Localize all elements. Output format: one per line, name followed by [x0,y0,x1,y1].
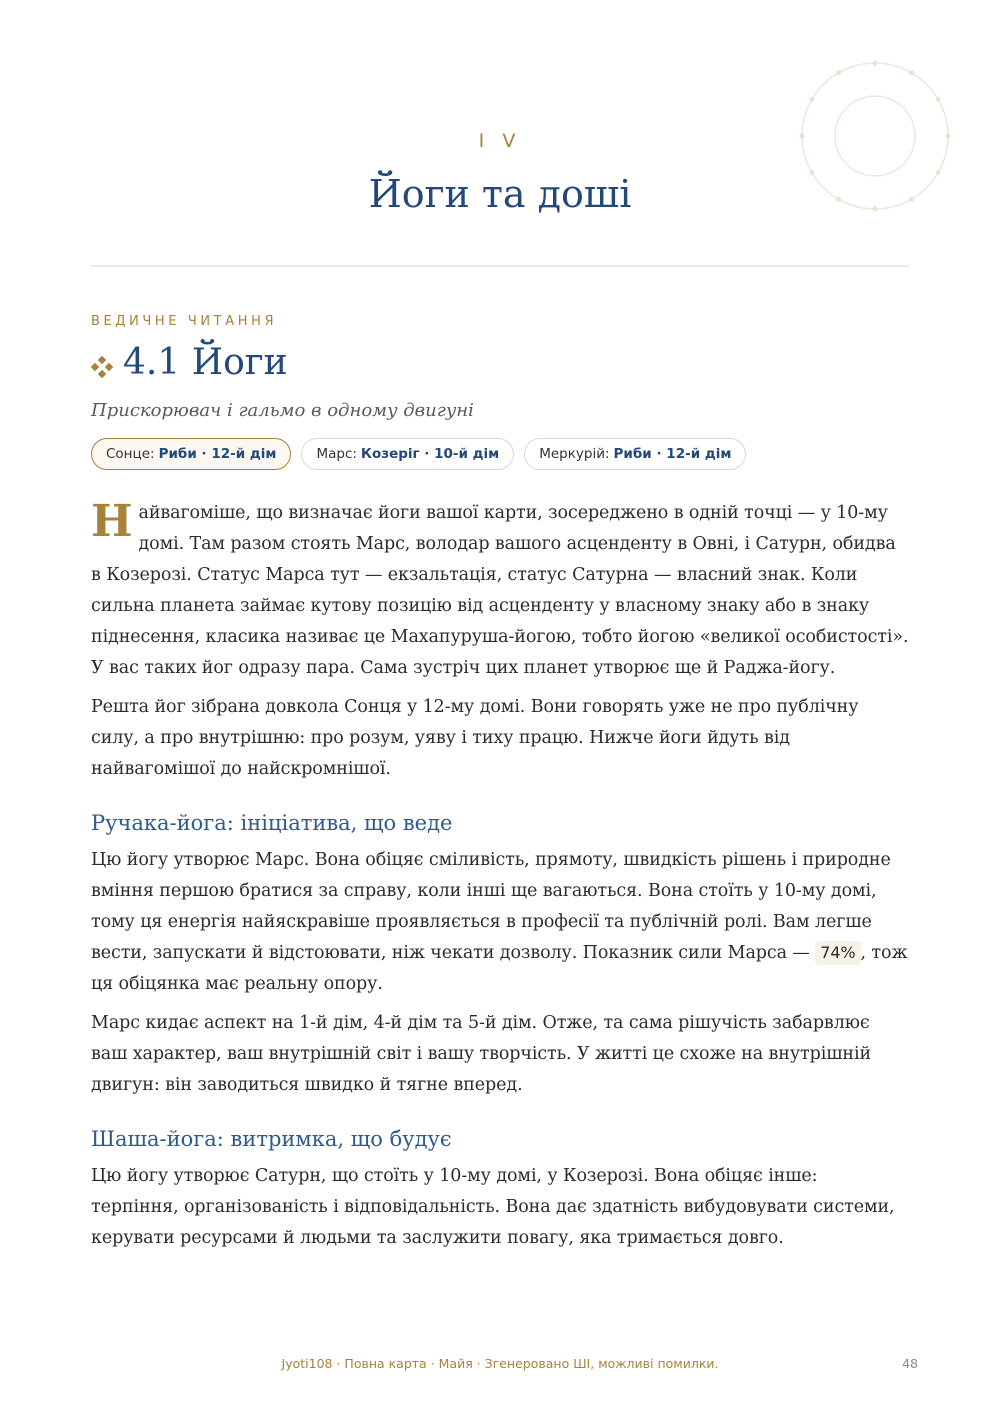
ruchaka-text-b: , тож ця обіцянка має реальну опору. [91,943,908,994]
chapter-title: Йоги та доші [368,172,632,216]
page-footer: Jyoti108 · Повна карта · Майя · Згенеровано ШІ, можливі помилки. [281,1356,719,1371]
ruchaka-paragraph-2: Марс кидає аспект на 1-й дім, 4-й дім та 5-й дім. Отже, та сама рішучість забарвлює ваш характер, ваш внутрішній світ і вашу творчість. У житті це схоже на внутрішній двигун: він заводиться швидко й тягне вперед. [91,1013,872,1095]
ruchaka-heading: Ручака-йога: ініціатива, що веде [91,811,453,835]
chip-planet: Меркурій: [539,446,610,462]
intro-paragraph [91,498,909,684]
section-kicker: ВЕДИЧНЕ ЧИТАННЯ [91,314,278,329]
chip-mercury[interactable] [524,438,746,470]
chip-planet: Сонце: [106,446,155,462]
page-number: 48 [902,1356,918,1371]
drop-cap: Н [91,496,133,547]
shasha-heading: Шаша-йога: витримка, що будує [91,1127,452,1151]
mars-strength-badge: 74% [815,941,860,965]
article-body [91,498,909,1262]
section-subtitle: Прискорювач і гальмо в одному двигуні [91,400,474,421]
diamond-icon [91,356,113,378]
header-divider [91,265,909,267]
chapter-number: I V [478,130,522,152]
planet-chips [91,438,746,470]
chip-mars[interactable] [301,438,514,470]
chip-value: Риби · 12-й дім [158,446,277,462]
chip-planet: Марс: [316,446,357,462]
chip-sun[interactable] [91,438,291,470]
ruchaka-paragraph-1 [91,845,909,1000]
section-title [91,342,288,383]
ruchaka-text-a: Цю йогу утворює Марс. Вона обіцяє сміливість, прямоту, швидкість рішень і природне вміння першою братися за справу, коли інші ще вагаються. Вона стоїть у 10-му домі, тому ця енергія найяскравіше проявляється в професії та публічній ролі. Вам легше вести, запускати й відстоювати, ніж чекати дозволу. Показник сили Марса — [91,850,891,963]
paragraph-2: Решта йог зібрана довкола Сонця у 12-му домі. Вони говорять уже не про публічну силу, а про внутрішню: про розум, уяву і тиху працю. Нижче йоги йдуть від найвагомішої до найскромнішої. [91,697,859,779]
intro-text: айвагоміше, що визначає йоги вашої карти, зосереджено в одній точці — у 10-му домі. Там разом стоять Марс, володар вашого асценденту в Овні, і Сатурн, обидва в Козерозі. Статус Марса тут — екзальтація, статус Сатурна — власний знак. Коли сильна планета займає кутову позицію від асценденту у власному знаку або в знаку піднесення, класика називає це Махапуруша-йогою, тобто йогою «великої особистості». У вас таких йог одразу пара. Сама зустріч цих планет утворює ще й Раджа-йогу. [91,503,909,678]
chip-value: Риби · 12-й дім [613,446,732,462]
section-title-text: 4.1 Йоги [123,342,288,383]
chip-value: Козеріг · 10-й дім [360,446,500,462]
shasha-paragraph-1: Цю йогу утворює Сатурн, що стоїть у 10-му домі, у Козерозі. Вона обіцяє інше: терпіння, організованість і відповідальність. Вона дає здатність вибудовувати системи, керувати ресурсами й людьми та заслужити повагу, яка тримається довго. [91,1166,895,1248]
